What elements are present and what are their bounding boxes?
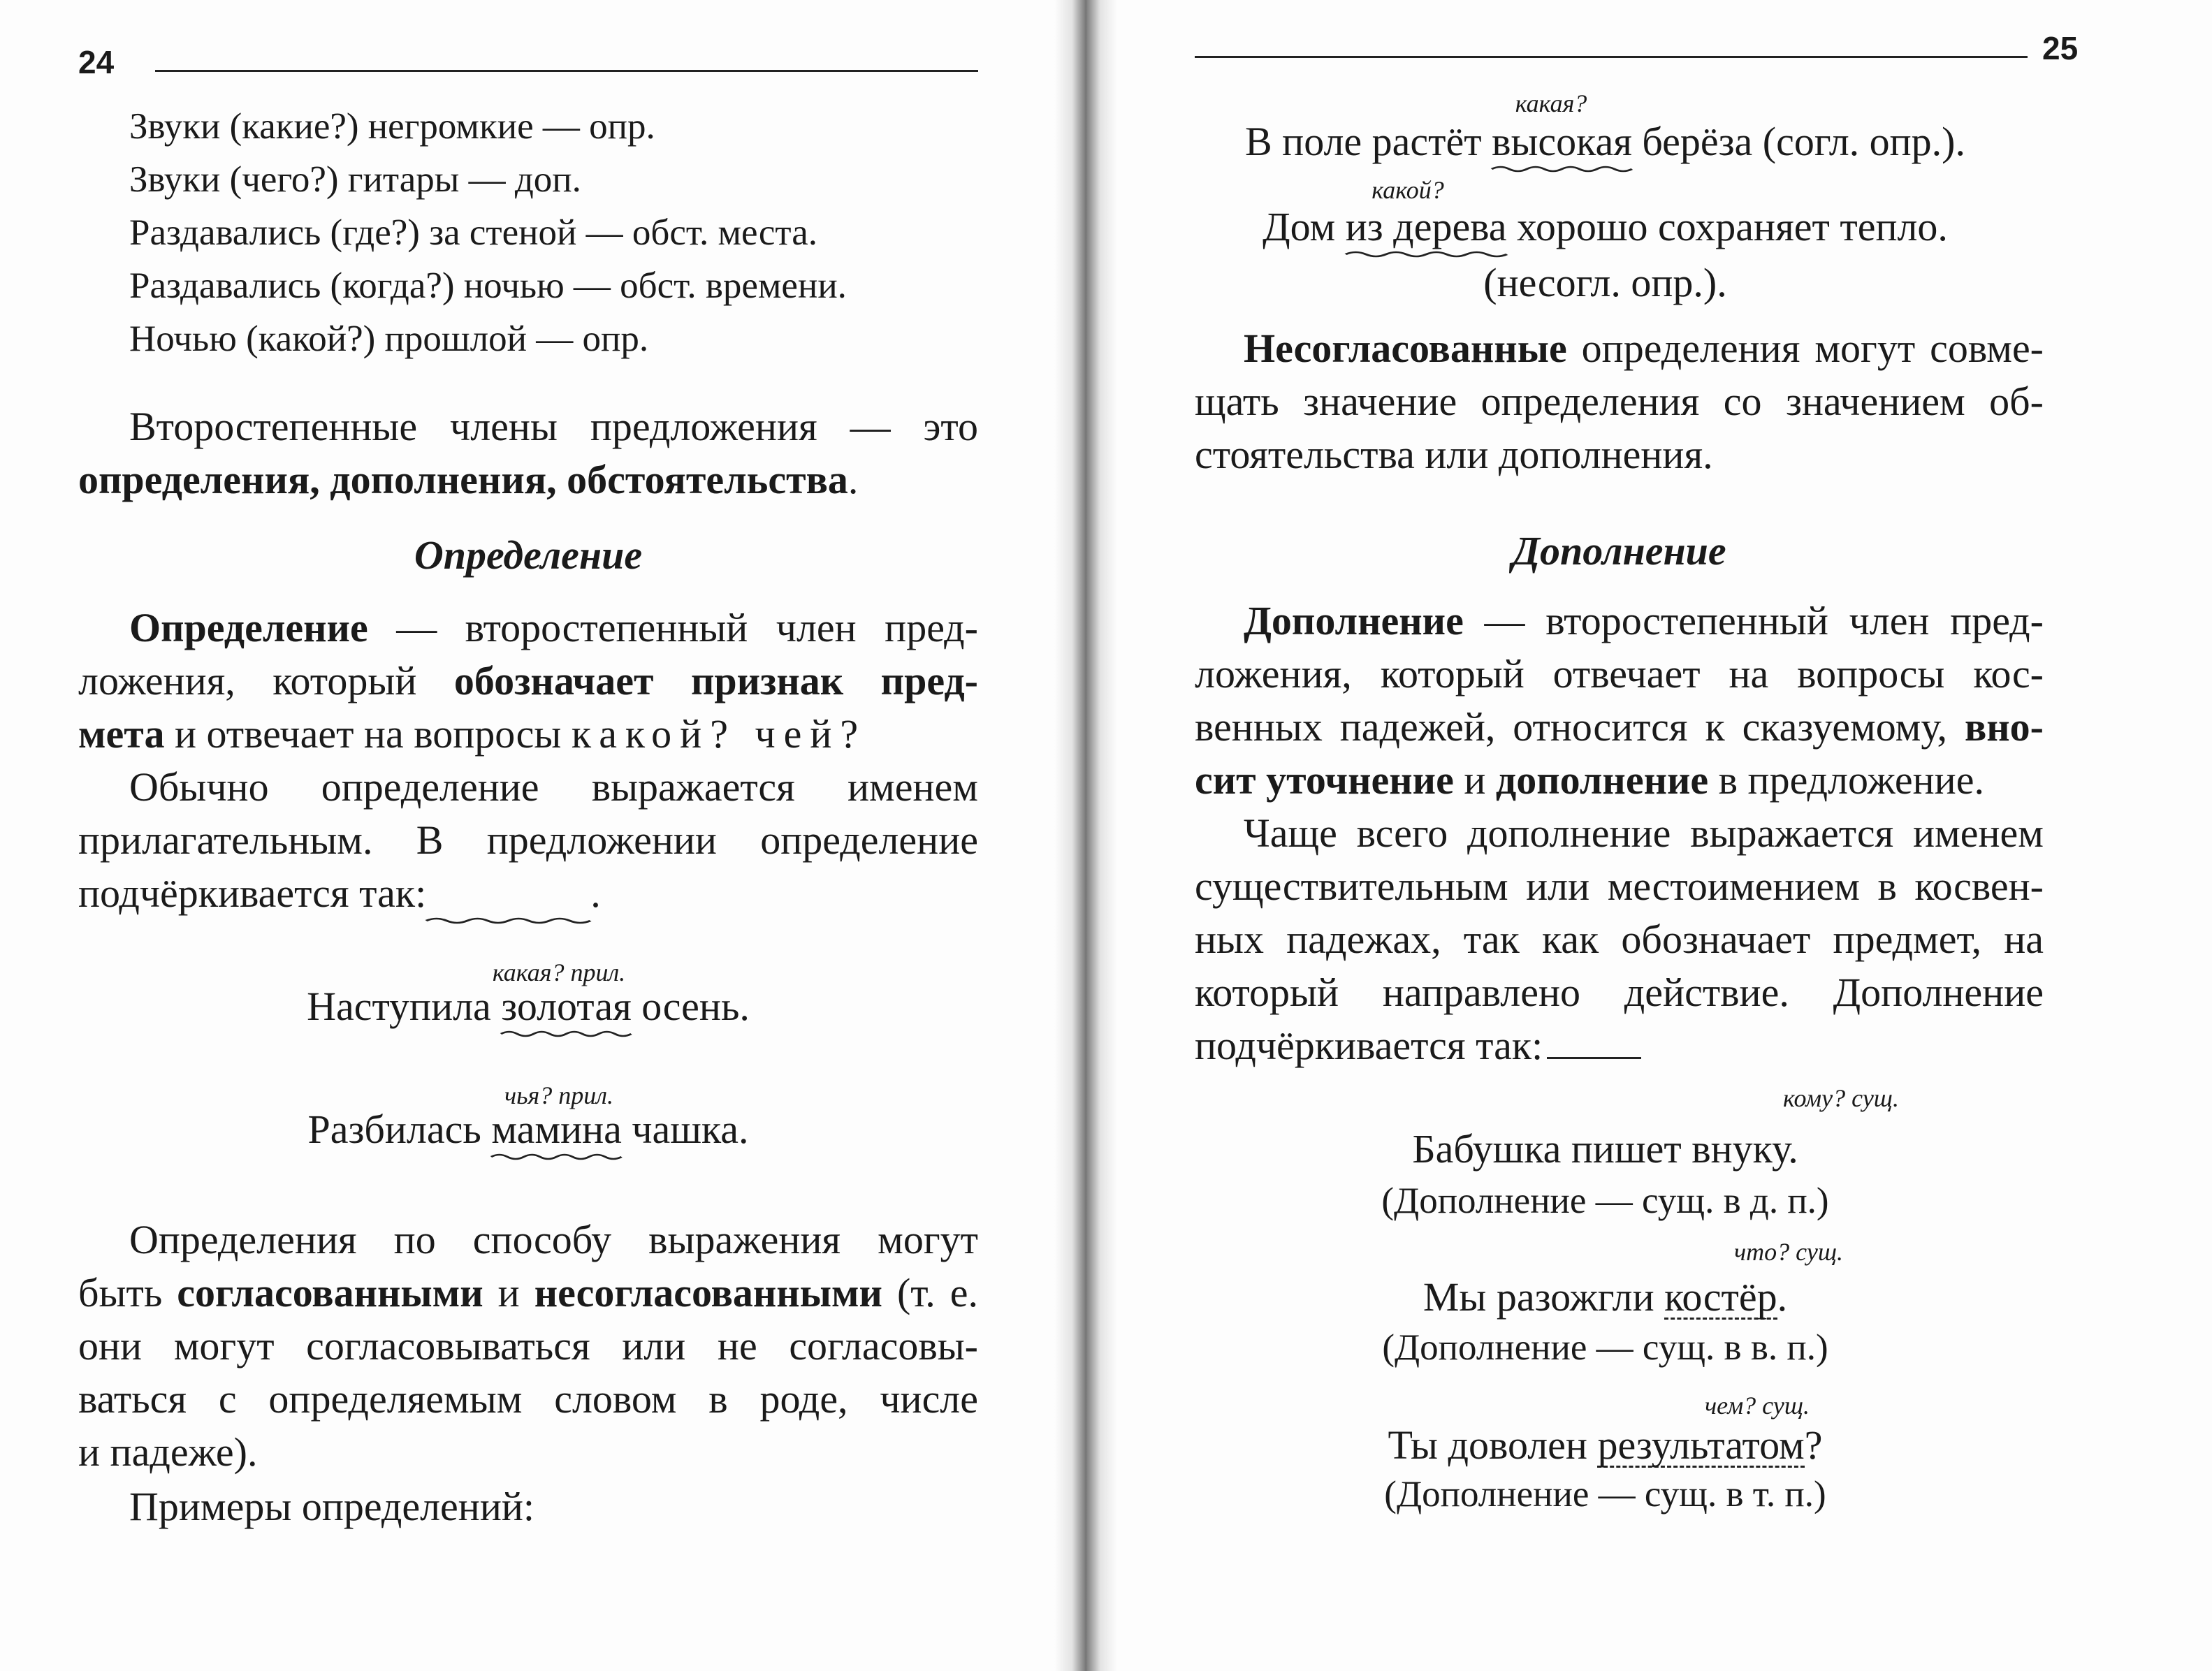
right-page [1086, 0, 2212, 1671]
usually-line-1: Обычно определение выражается именем [129, 764, 978, 810]
underlined-as-line: подчёркивается так: [1195, 1023, 1641, 1069]
question-label: кому? сущ. [1783, 1084, 1899, 1112]
example-sentence: Ты доволен результатом? [1388, 1422, 1823, 1468]
underlined-as-line: подчёркивается так: . [78, 870, 601, 917]
ways-line-3: они могут согласовываться или не согласовы- [78, 1323, 978, 1369]
often-line-4: который направлено действие. Дополнение [1195, 970, 2044, 1015]
example-line: Ночью (какой?) прошлой — опр. [129, 319, 649, 359]
example-sentence: Разбилась мамина чашка. [78, 1107, 978, 1153]
secondary-members-terms: определения, дополнения, обстоятельства. [78, 457, 859, 502]
section-heading-definition: Определение [414, 532, 643, 578]
question-label: чья? прил. [504, 1081, 613, 1109]
often-line-2: существительным или местоимением в косвен- [1195, 863, 2044, 909]
object-def-line-4: сит уточнение и дополнение в предложение. [1195, 757, 1984, 803]
question-label: какая? прил. [492, 958, 626, 986]
definition-word: высокая [1492, 119, 1632, 165]
left-gutter-shadow [1054, 0, 1086, 1671]
definition-line-2: ложения, который обозначает признак пред- [78, 658, 978, 703]
definition-line-3: мета и отвечает на вопросы какой? чей? [78, 711, 867, 757]
secondary-members-intro: Второстепенные члены предложения — это [129, 404, 978, 449]
example-sentence: Мы разожгли костёр. [1422, 1274, 1788, 1320]
question-label: что? сущ. [1733, 1238, 1844, 1266]
ways-line-2: быть согласованными и несогласованными (т. е. [78, 1270, 979, 1315]
ways-line-4: ваться с определяемым словом в роде, числе [78, 1376, 978, 1422]
object-def-line-3: венных падежей, относится к сказуемому, вно- [1195, 704, 2044, 750]
object-word: результатом [1597, 1422, 1805, 1468]
example-sentence: Бабушка пишет внуку. [1412, 1126, 1798, 1172]
object-word: костёр [1664, 1274, 1777, 1320]
header-rule-left [155, 70, 978, 72]
header-rule-right [1195, 56, 2028, 58]
often-line-1: Чаще всего дополнение выражается именем [1244, 810, 2044, 856]
object-def-line-2: ложения, который отвечает на вопросы кос- [1195, 651, 2044, 696]
example-line: Раздавались (когда?) ночью — обст. времени. [129, 265, 847, 306]
definition-word: золотая [501, 984, 631, 1030]
section-heading-object: Дополнение [1512, 528, 1726, 574]
example-sentence: Наступила золотая осень. [78, 984, 978, 1030]
ways-line-1: Определения по способу выражения могут [129, 1217, 978, 1262]
wavy-underline-sample [426, 870, 590, 917]
example-line: Звуки (какие?) негромкие — опр. [129, 106, 655, 147]
definition-word: из дерева [1346, 204, 1507, 250]
object-word: внуку [1691, 1126, 1789, 1172]
example-line: Звуки (чего?) гитары — доп. [129, 159, 581, 200]
right-gutter-shadow [1086, 0, 1117, 1671]
examples-of-definitions: Примеры определений: [129, 1484, 535, 1529]
nonagreed-line-1: Несогласованные определения могут совме- [1244, 326, 2044, 371]
question-label: какой? [1371, 176, 1444, 204]
often-line-3: ных падежах, так как обозначает предмет, на [1195, 917, 2044, 962]
nonagreed-line-2: щать значение определения со значением об- [1195, 379, 2044, 424]
example-sentence: Дом из дерева хорошо сохраняет тепло. [1167, 204, 2044, 250]
page-number-left: 24 [78, 44, 115, 80]
example-line: Раздавались (где?) за стеной — обст. места. [129, 212, 818, 253]
question-label: какая? [1515, 89, 1587, 117]
example-note: (Дополнение — сущ. в в. п.) [1382, 1327, 1828, 1368]
definition-word: мамина [491, 1107, 622, 1153]
nonagreed-line-3: стоятельства или дополнения. [1195, 432, 1713, 477]
solid-underline-sample [1547, 1028, 1641, 1059]
left-page [0, 0, 1086, 1671]
example-note: (Дополнение — сущ. в д. п.) [1381, 1181, 1829, 1221]
definition-line-1: Определение — второстепенный член пред- [129, 605, 978, 650]
object-def-line-1: Дополнение — второстепенный член пред- [1244, 598, 2044, 643]
usually-line-2: прилагательным. В предложении определение [78, 817, 978, 863]
example-note: (Дополнение — сущ. в т. п.) [1384, 1474, 1826, 1515]
ways-line-5: и падеже). [78, 1429, 258, 1475]
example-sentence: В поле растёт высокая берёза (согл. опр.). [1167, 119, 2044, 165]
example-note: (несогл. опр.). [1483, 260, 1727, 305]
page-number-right: 25 [2042, 30, 2079, 66]
question-label: чем? сущ. [1704, 1392, 1810, 1420]
